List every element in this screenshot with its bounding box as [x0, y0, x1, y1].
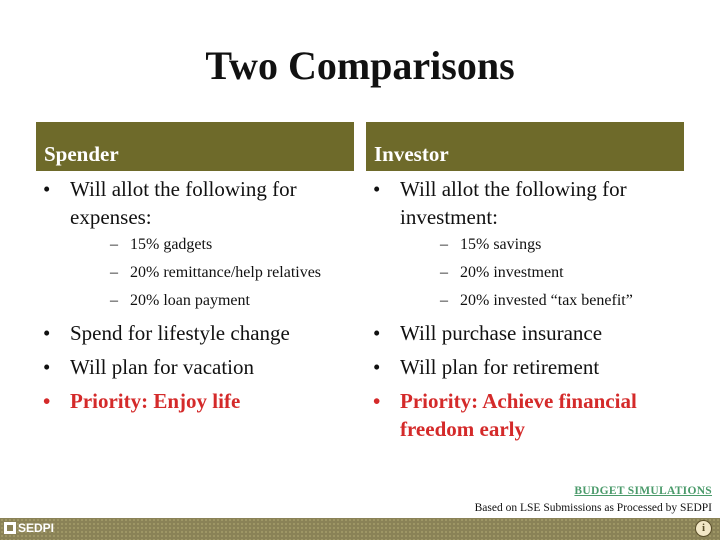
bullet-text: Will allot the following for expenses:	[70, 177, 297, 229]
source-note: Based on LSE Submissions as Processed by SEDPI	[474, 502, 712, 514]
sedpi-logo	[4, 521, 54, 535]
investor-sub-list	[400, 235, 684, 311]
spender-sub-list	[70, 235, 354, 311]
slide-title: Two Comparisons	[205, 43, 515, 88]
priority-item: • Priority: Enjoy life	[36, 387, 354, 415]
list-item: • Will plan for retirement	[366, 353, 684, 381]
sub-list-item: – 20% invested “tax benefit”	[400, 291, 684, 311]
spender-column	[36, 122, 354, 421]
spender-list	[36, 175, 354, 415]
bullet-text: Will allot the following for investment:	[400, 177, 627, 229]
sub-list-item: – 15% savings	[400, 235, 684, 255]
investor-header: Investor	[366, 122, 684, 171]
list-item	[366, 175, 684, 311]
sub-list-item: – 20% loan payment	[70, 291, 354, 311]
bottom-bar	[0, 518, 720, 540]
budget-simulations-link[interactable]: BUDGET SIMULATIONS	[574, 485, 712, 497]
investor-column	[366, 122, 684, 449]
list-item: • Will purchase insurance	[366, 319, 684, 347]
sedpi-logo-icon	[4, 522, 16, 534]
sub-list-item: – 15% gadgets	[70, 235, 354, 255]
priority-item: • Priority: Achieve financial freedom early	[366, 387, 684, 443]
spender-header: Spender	[36, 122, 354, 171]
list-item	[36, 175, 354, 311]
sub-list-item: – 20% investment	[400, 263, 684, 283]
sub-list-item: – 20% remittance/help relatives	[70, 263, 354, 283]
list-item: • Spend for lifestyle change	[36, 319, 354, 347]
logo-text: SEDPI	[18, 521, 55, 535]
info-icon[interactable]: i	[695, 520, 712, 537]
investor-list	[366, 175, 684, 443]
list-item: • Will plan for vacation	[36, 353, 354, 381]
